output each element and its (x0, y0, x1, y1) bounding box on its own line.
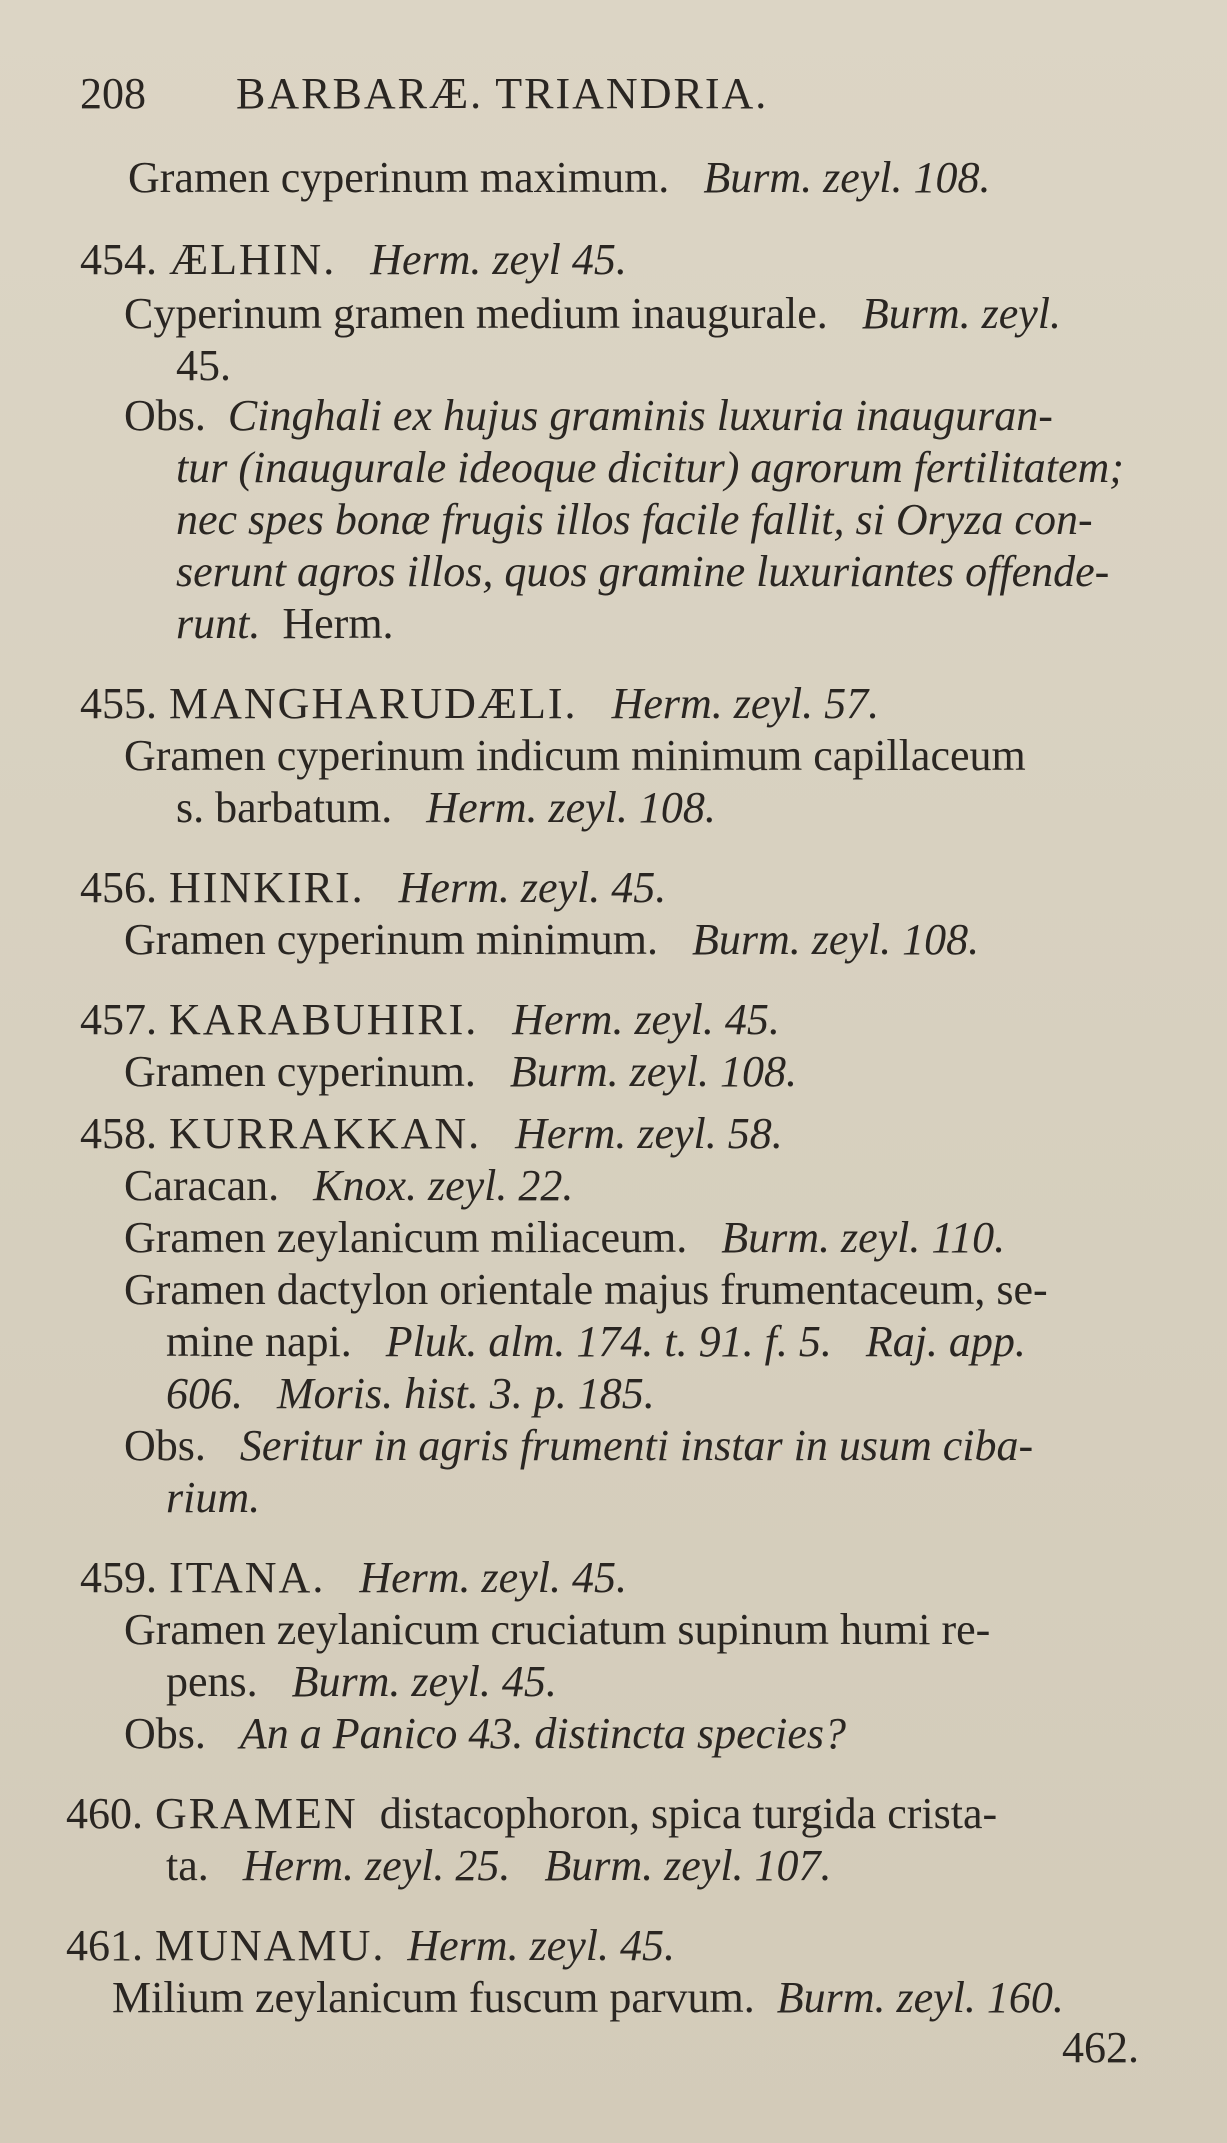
entry-title: HINKIRI. (169, 863, 365, 912)
entry-title: ÆLHIN. (169, 235, 337, 284)
page-number: 208 (80, 69, 146, 118)
entry-heading: 459. ITANA. Herm. zeyl. 45. (80, 1553, 627, 1602)
observation-line: rium. (166, 1473, 261, 1522)
entry-heading: 455. MANGHARUDÆLI. Herm. zeyl. 57. (80, 679, 880, 728)
observation-line: tur (inaugurale ideoque dicitur) agrorum fertilitatem; (176, 443, 1124, 492)
entry-line: Gramen cyperinum minimum. Burm. zeyl. 108. (124, 915, 980, 964)
obs-label: Obs. (124, 1421, 206, 1470)
entry-ref: Herm. zeyl. 45. (359, 1553, 627, 1602)
running-title: BARBARÆ. TRIANDRIA. (236, 69, 769, 118)
entry-title: KARABUHIRI. (169, 995, 479, 1044)
entry-ref: Herm. zeyl. 57. (611, 679, 880, 728)
catchword: 462. (1062, 2023, 1139, 2072)
entry-title: GRAMEN (155, 1789, 358, 1838)
entry-title: ITANA. (169, 1553, 326, 1602)
entry-line: Gramen cyperinum. Burm. zeyl. 108. (124, 1047, 798, 1096)
entry-line: pens. Burm. zeyl. 45. (166, 1657, 557, 1706)
entry-line: 606. Moris. hist. 3. p. 185. (166, 1369, 655, 1418)
intro-ref: Burm. zeyl. 108. (703, 153, 991, 202)
running-header (80, 70, 768, 118)
entry-line: Gramen cyperinum indicum minimum capillaceum (124, 731, 1026, 780)
entry-line: s. barbatum. Herm. zeyl. 108. (176, 783, 716, 832)
entry-heading: 458. KURRAKKAN. Herm. zeyl. 58. (80, 1109, 783, 1158)
obs-label: Obs. (124, 1709, 206, 1758)
entry-title: KURRAKKAN. (169, 1109, 482, 1158)
entry-ref: Herm. zeyl. 58. (515, 1109, 783, 1158)
entry-line: Milium zeylanicum fuscum parvum. Burm. zeyl. 160. (112, 1973, 1064, 2022)
observation-line: Obs. Seritur in agris frumenti instar in usum ciba- (124, 1421, 1034, 1470)
entry-line: 45. (176, 341, 231, 390)
entry-line: Gramen dactylon orientale majus frumentaceum, se- (124, 1265, 1048, 1314)
entry-line: Cyperinum gramen medium inaugurale. Burm. zeyl. (124, 289, 1061, 338)
entry-heading: 456. HINKIRI. Herm. zeyl. 45. (80, 863, 667, 912)
observation-line: serunt agros illos, quos gramine luxuriantes offende- (176, 547, 1110, 596)
intro-name: Gramen cyperinum maximum. (128, 153, 670, 202)
observation-line: nec spes bonæ frugis illos facile fallit, si Oryza con- (176, 495, 1093, 544)
intro-line (128, 154, 991, 202)
entry-line: Caracan. Knox. zeyl. 22. (124, 1161, 574, 1210)
entry-line: Gramen zeylanicum miliaceum. Burm. zeyl. 110. (124, 1213, 1006, 1262)
entry-ref: Herm. zeyl. 45. (512, 995, 780, 1044)
entry-title: MANGHARUDÆLI. (169, 679, 578, 728)
entry-ref: Herm. zeyl 45. (370, 235, 627, 284)
entry-heading: 454. ÆLHIN. Herm. zeyl 45. (80, 235, 627, 284)
entry-title-rest: distacophoron, spica turgida crista- (379, 1789, 998, 1838)
observation-line: Obs. An a Panico 43. distincta species? (124, 1709, 847, 1758)
entry-heading: 460. GRAMEN distacophoron, spica turgida crista- (66, 1789, 998, 1838)
observation-line: runt. Herm. (176, 599, 394, 648)
entry-heading: 461. MUNAMU. Herm. zeyl. 45. (66, 1921, 675, 1970)
entry-heading: 457. KARABUHIRI. Herm. zeyl. 45. (80, 995, 780, 1044)
observation-line: Obs. Cinghali ex hujus graminis luxuria inauguran- (124, 391, 1053, 440)
entry-line: mine napi. Pluk. alm. 174. t. 91. f. 5. Raj. app. (166, 1317, 1026, 1366)
entry-ref: Herm. zeyl. 45. (407, 1921, 675, 1970)
entry-line: ta. Herm. zeyl. 25. Burm. zeyl. 107. (166, 1841, 832, 1890)
entry-title: MUNAMU. (155, 1921, 386, 1970)
obs-author: Herm. (282, 599, 394, 648)
entry-ref: Herm. zeyl. 45. (398, 863, 667, 912)
entry-line: Gramen zeylanicum cruciatum supinum humi re- (124, 1605, 991, 1654)
obs-label: Obs. (124, 391, 206, 440)
